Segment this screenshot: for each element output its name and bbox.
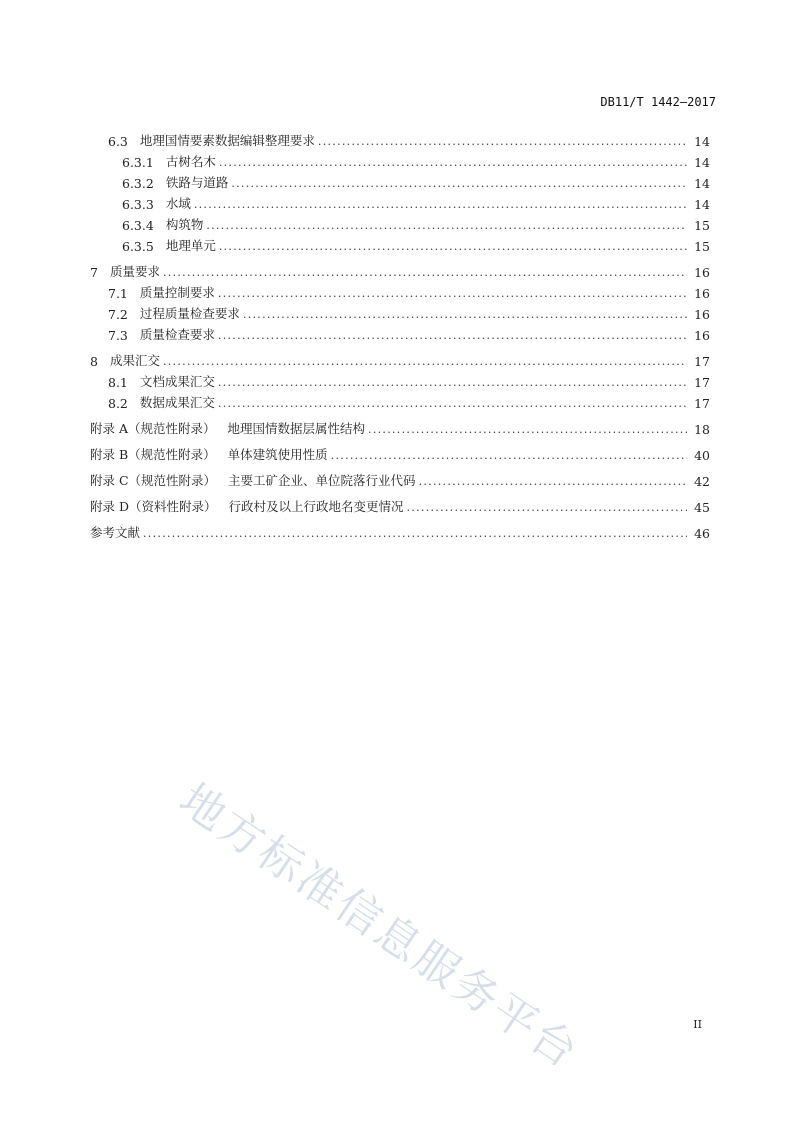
toc-entry-label: 质量控制要求 — [139, 285, 215, 300]
toc-entry-page: 45 — [694, 500, 710, 515]
toc-dot-leader — [218, 397, 687, 411]
toc-entry[interactable] — [90, 369, 710, 390]
toc-entry[interactable] — [90, 301, 710, 322]
toc-entry-label: 质量要求 — [109, 264, 160, 279]
toc-entry-page: 16 — [694, 328, 710, 343]
toc-entry-number: 6.3 — [108, 134, 128, 149]
toc-entry[interactable] — [90, 322, 710, 343]
toc-entry[interactable] — [90, 468, 710, 489]
toc-entry-page: 17 — [694, 354, 710, 369]
toc-entry-number: 7.1 — [108, 286, 128, 301]
toc-entry-label: 水域 — [165, 196, 191, 211]
toc-entry-label: 地理国情数据层属性结构 — [227, 421, 366, 436]
toc-entry-page: 42 — [694, 474, 710, 489]
toc-entry-number: 7 — [90, 265, 98, 280]
toc-dot-leader — [218, 287, 687, 301]
toc-entry-page: 46 — [694, 526, 710, 541]
toc-entry-number: 8.2 — [108, 396, 128, 411]
toc-entry-label: 行政村及以上行政地名变更情况 — [228, 499, 404, 514]
toc-entry-page: 14 — [694, 197, 710, 212]
toc-entry-number: 8.1 — [108, 375, 128, 390]
toc-dot-leader — [368, 423, 687, 437]
toc-dot-leader — [206, 219, 687, 233]
toc-entry[interactable] — [90, 348, 710, 369]
toc-dot-leader — [219, 156, 687, 170]
toc-entry-page: 18 — [694, 422, 710, 437]
toc-entry[interactable] — [90, 280, 710, 301]
toc-entry-label: 主要工矿企业、单位院落行业代码 — [228, 473, 416, 488]
toc-dot-leader — [194, 198, 687, 212]
toc-entry-page: 17 — [694, 396, 710, 411]
toc-entry-page: 15 — [694, 239, 710, 254]
toc-entry-page: 16 — [694, 307, 710, 322]
toc-entry[interactable] — [90, 233, 710, 254]
toc-entry[interactable] — [90, 494, 710, 515]
toc-dot-leader — [143, 527, 687, 541]
toc-entry-label: 数据成果汇交 — [139, 395, 215, 410]
document-code: DB11/T 1442—2017 — [600, 95, 716, 109]
toc-dot-leader — [331, 449, 687, 463]
toc-entry-page: 14 — [694, 155, 710, 170]
toc-dot-leader — [407, 501, 687, 515]
toc-entry[interactable] — [90, 259, 710, 280]
toc-entry-page: 17 — [694, 375, 710, 390]
toc-entry-label: 单体建筑使用性质 — [227, 447, 328, 462]
toc-entry-label: 构筑物 — [165, 217, 204, 232]
toc-entry-number: 6.3.1 — [122, 155, 154, 170]
toc-entry-label: 古树名木 — [165, 154, 216, 169]
table-of-contents — [90, 128, 710, 541]
toc-entry-page: 16 — [694, 265, 710, 280]
toc-entry-label: 过程质量检查要求 — [139, 306, 240, 321]
watermark: 地方标准信息服务平台 — [170, 774, 589, 1080]
toc-entry-number: 6.3.5 — [122, 239, 154, 254]
toc-entry[interactable] — [90, 442, 710, 463]
toc-entry-number: 附录 A（规范性附录） — [90, 421, 216, 436]
toc-entry[interactable] — [90, 212, 710, 233]
toc-entry[interactable] — [90, 416, 710, 437]
toc-dot-leader — [243, 308, 687, 322]
toc-entry-label: 参考文献 — [90, 525, 141, 540]
toc-entry-number: 7.2 — [108, 307, 128, 322]
toc-entry-number: 附录 D（资料性附录） — [90, 499, 217, 514]
toc-entry-label: 成果汇交 — [109, 353, 160, 368]
toc-dot-leader — [163, 355, 687, 369]
toc-entry-number: 7.3 — [108, 328, 128, 343]
toc-entry-number: 8 — [90, 354, 98, 369]
page-number: II — [693, 1018, 702, 1031]
toc-entry-number: 附录 C（规范性附录） — [90, 473, 217, 488]
toc-entry[interactable] — [90, 128, 710, 149]
toc-entry-page: 16 — [694, 286, 710, 301]
toc-dot-leader — [218, 329, 687, 343]
toc-dot-leader — [318, 135, 687, 149]
toc-entry[interactable] — [90, 149, 710, 170]
toc-dot-leader — [163, 266, 687, 280]
toc-entry-page: 40 — [694, 448, 710, 463]
toc-entry-number: 附录 B（规范性附录） — [90, 447, 216, 462]
toc-entry-label: 文档成果汇交 — [139, 374, 215, 389]
toc-entry-page: 15 — [694, 218, 710, 233]
toc-dot-leader — [231, 177, 687, 191]
toc-entry-label: 质量检查要求 — [139, 327, 215, 342]
toc-entry[interactable] — [90, 170, 710, 191]
toc-entry-page: 14 — [694, 134, 710, 149]
toc-entry-label: 铁路与道路 — [165, 175, 229, 190]
toc-dot-leader — [419, 475, 687, 489]
toc-dot-leader — [219, 240, 687, 254]
toc-entry[interactable] — [90, 520, 710, 541]
toc-entry[interactable] — [90, 390, 710, 411]
toc-dot-leader — [218, 376, 687, 390]
toc-entry[interactable] — [90, 191, 710, 212]
toc-entry-number: 6.3.3 — [122, 197, 154, 212]
toc-entry-label: 地理国情要素数据编辑整理要求 — [139, 133, 315, 148]
toc-entry-page: 14 — [694, 176, 710, 191]
toc-entry-number: 6.3.4 — [122, 218, 154, 233]
toc-entry-label: 地理单元 — [165, 238, 216, 253]
toc-entry-number: 6.3.2 — [122, 176, 154, 191]
